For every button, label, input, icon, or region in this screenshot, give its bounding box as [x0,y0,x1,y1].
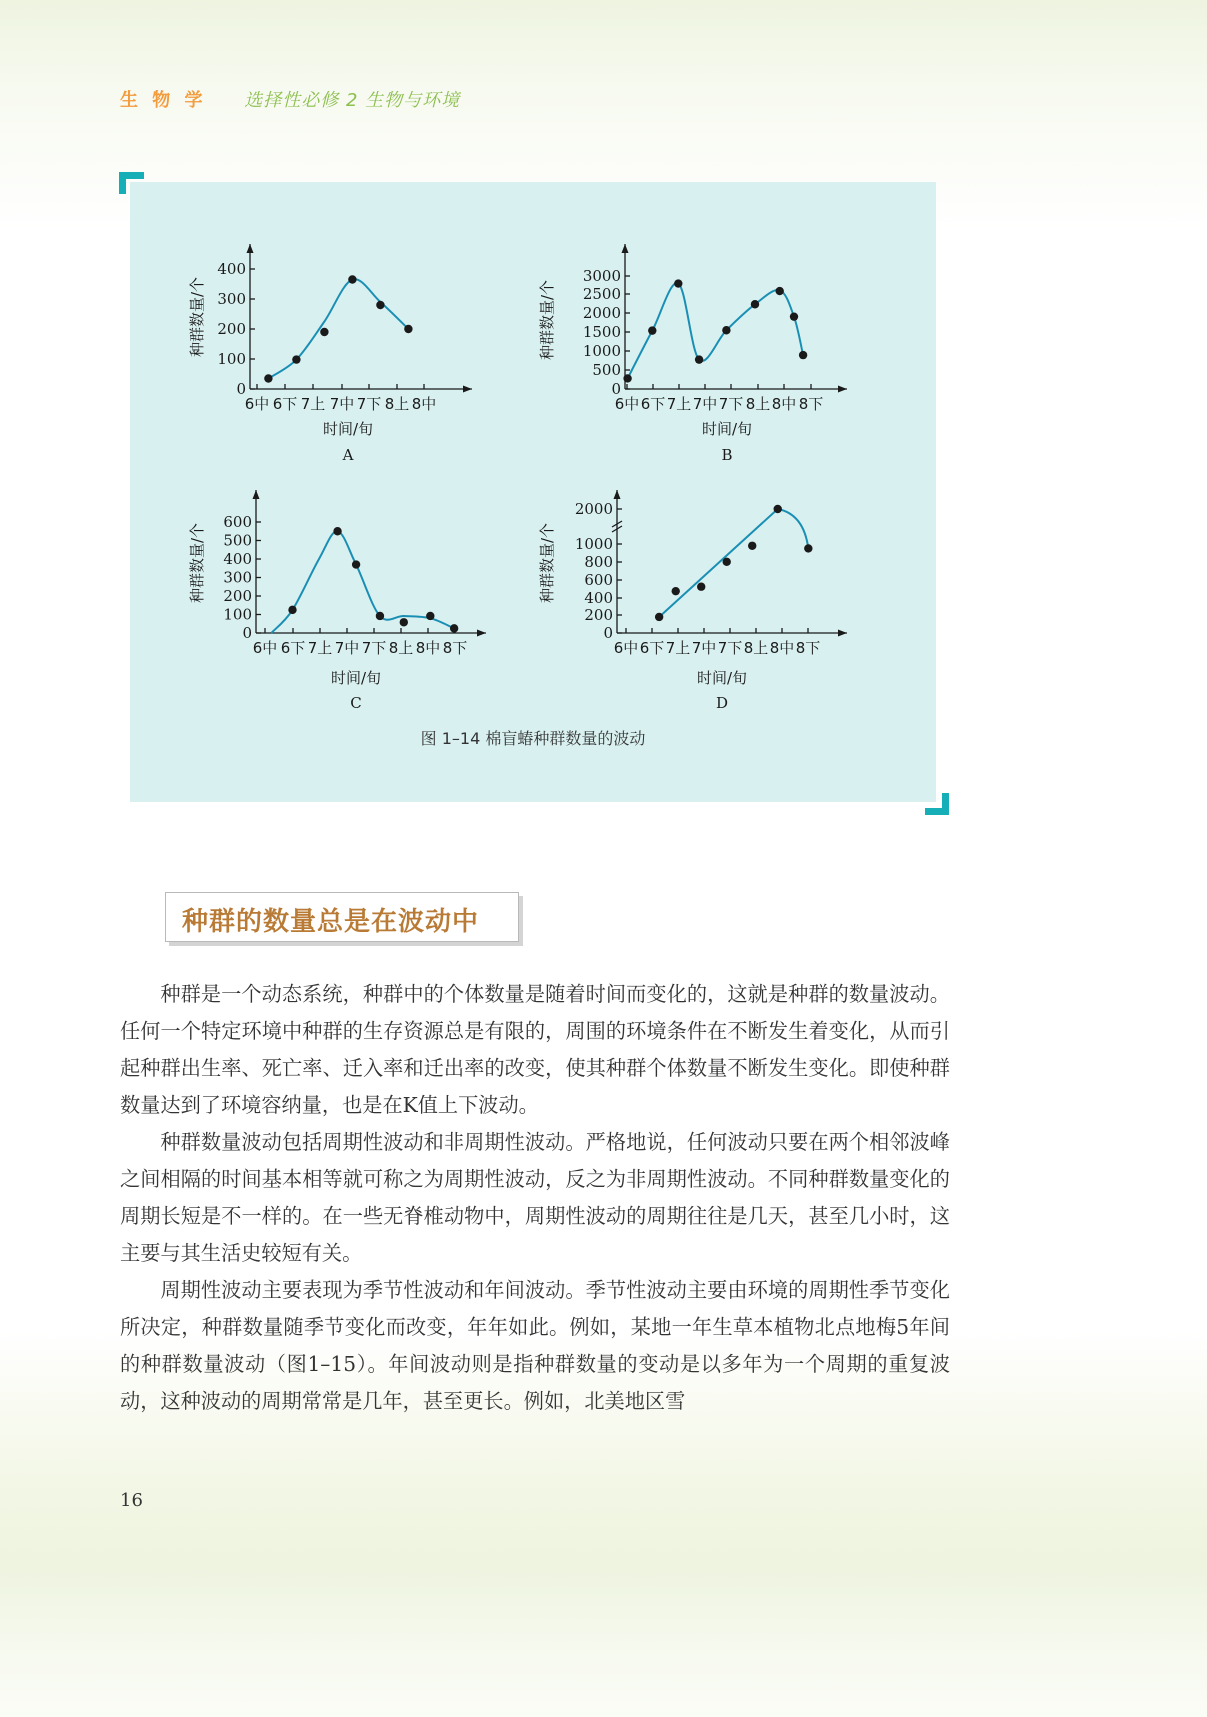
x-tick-label: 7下 [361,639,387,657]
data-point [450,624,458,632]
y-tick-label: 2000 [574,500,613,518]
y-tick-label: 1500 [582,323,621,341]
y-tick-label: 200 [217,320,246,338]
x-axis-arrow [463,386,472,393]
figure-caption: 图 1–14 棉盲蝽种群数量的波动 [420,729,646,748]
x-axis-title: 时间/旬 [701,420,753,438]
paragraph-1: 种群是一个动态系统，种群中的个体数量是随着时间而变化的，这就是种群的数量波动。任何一个特定环境中种群的生存资源总是有限的，周围的环境条件在不断发生着变化，从而引起种群出生率、死亡率、迁入率和迁出率的改变，使其种群个体数量不断发生变化。即使种群数量达到了环境容纳量，也是在K值上下波动。 [120,982,950,1117]
x-tick-label: 8上 [384,395,410,413]
figure-panel [130,182,936,802]
x-tick-label: 7下 [718,395,744,413]
y-axis-arrow [622,244,629,253]
y-axis-title: 种群数量/个 [188,276,206,358]
x-tick-label: 7上 [665,639,691,657]
chart-label: B [721,446,733,464]
paragraph-2: 种群数量波动包括周期性波动和非周期性波动。严格地说，任何波动只要在两个相邻波峰之间相隔的时间基本相等就可称之为周期性波动，反之为非周期性波动。不同种群数量变化的周期长短是不一样的。在一些无脊椎动物中，周期性波动的周期往往是几天，甚至几小时，这主要与其生活史较短有关。 [120,1130,950,1265]
data-point [776,287,784,295]
x-tick-label: 8中 [771,395,797,413]
data-point [723,558,731,566]
y-tick-label: 400 [223,550,252,568]
data-point [320,328,328,336]
x-tick-label: 7中 [329,395,355,413]
y-tick-label: 1000 [582,342,621,360]
y-tick-label: 800 [584,553,613,571]
x-tick-label: 6下 [639,639,665,657]
x-tick-label: 7中 [691,639,717,657]
x-tick-label: 7上 [300,395,326,413]
y-tick-label: 100 [217,350,246,368]
data-point [790,312,798,320]
x-tick-label: 8上 [388,639,414,657]
x-tick-label: 7下 [717,639,743,657]
data-point [348,275,356,283]
x-tick-label: 8中 [411,395,437,413]
x-axis-arrow [838,386,847,393]
header-subject: 生 物 学 [120,90,207,111]
x-tick-label: 6中 [613,639,639,657]
y-axis-arrow [614,490,621,499]
data-point [288,606,296,614]
x-tick-label: 6中 [252,639,278,657]
x-axis-arrow [477,630,486,637]
y-axis-arrow [253,490,260,499]
x-tick-label: 7上 [307,639,333,657]
y-tick-label: 100 [223,605,252,624]
header-course: 选择性必修 2 生物与环境 [244,90,461,111]
y-axis-title: 种群数量/个 [188,522,206,604]
x-tick-label: 7中 [334,639,360,657]
y-tick-label: 200 [223,587,252,605]
chart-a [188,244,472,464]
data-point [804,544,812,552]
y-tick-label: 300 [223,568,252,587]
y-tick-label: 500 [592,361,621,379]
y-tick-label: 600 [584,571,613,589]
x-tick-label: 6中 [614,395,640,413]
y-tick-label: 1000 [574,535,613,553]
y-tick-label: 2500 [582,285,621,303]
x-tick-label: 7下 [356,395,382,413]
data-point [333,527,341,535]
data-point [799,351,807,359]
y-tick-label: 200 [584,606,613,624]
body-text [120,976,950,1420]
y-axis-arrow [247,244,254,253]
y-axis-title: 种群数量/个 [538,279,556,361]
x-tick-label: 8上 [745,395,771,413]
corner-mark-bottom-right-vertical [942,793,949,815]
y-tick-label: 500 [223,531,252,550]
corner-mark-top-left-vertical [119,172,126,194]
data-point [672,587,680,595]
chart-d [538,490,847,712]
y-tick-label: 600 [223,513,252,531]
y-axis-title: 种群数量/个 [538,522,556,604]
y-tick-label: 0 [611,380,621,398]
data-point [426,612,434,620]
data-point [674,279,682,287]
y-tick-label: 300 [217,290,246,308]
data-point [722,326,730,334]
x-tick-label: 8下 [795,639,821,657]
chart-c [188,490,486,712]
data-point [376,612,384,620]
y-tick-label: 2000 [582,304,621,322]
chart-label: C [350,694,362,712]
data-point [352,560,360,568]
x-tick-label: 8中 [415,639,441,657]
y-tick-label: 0 [236,380,246,398]
data-point [648,326,656,334]
data-point [623,374,631,382]
running-header [120,86,460,112]
section-heading-box [165,892,519,942]
x-tick-label: 6下 [280,639,306,657]
data-point [695,355,703,363]
data-point [774,505,782,513]
data-point [404,325,412,333]
data-point [376,301,384,309]
x-tick-label: 6下 [640,395,666,413]
x-axis-arrow [838,630,847,637]
x-tick-label: 7中 [692,395,718,413]
x-tick-label: 8上 [743,639,769,657]
data-point [655,613,663,621]
y-tick-label: 0 [603,624,613,642]
x-tick-label: 8中 [769,639,795,657]
page-number: 16 [120,1490,143,1511]
data-point [748,542,756,550]
data-point [292,355,300,363]
x-tick-label: 7上 [666,395,692,413]
series-curve [659,509,808,617]
x-tick-label: 8下 [798,395,824,413]
x-axis-title: 时间/旬 [696,669,748,687]
paragraph-3: 周期性波动主要表现为季节性波动和年间波动。季节性波动主要由环境的周期性季节变化所决定，种群数量随季节变化而改变，年年如此。例如，某地一年生草本植物北点地梅5年间的种群数量波动（图1–15）。年间波动则是指种群数量的变动是以多年为一个周期的重复波动，这种波动的周期常常是几年，甚至更长。例如，北美地区雪 [120,1278,950,1413]
chart-b [538,244,847,464]
data-point [751,300,759,308]
section-title: 种群的数量总是在波动中 [182,907,480,937]
chart-label: D [715,694,729,712]
x-axis-title: 时间/旬 [322,420,374,438]
data-point [264,374,272,382]
data-point [400,618,408,626]
y-tick-label: 3000 [582,267,621,285]
y-tick-label: 400 [584,589,613,607]
x-axis-title: 时间/旬 [330,669,382,687]
figure-charts [130,182,936,722]
data-point [697,583,705,591]
x-tick-label: 8下 [442,639,468,657]
x-tick-label: 6中 [244,395,270,413]
chart-label: A [342,446,354,464]
y-tick-label: 0 [242,624,252,642]
y-tick-label: 400 [217,260,246,278]
series-curve [268,279,408,378]
x-tick-label: 6下 [272,395,298,413]
